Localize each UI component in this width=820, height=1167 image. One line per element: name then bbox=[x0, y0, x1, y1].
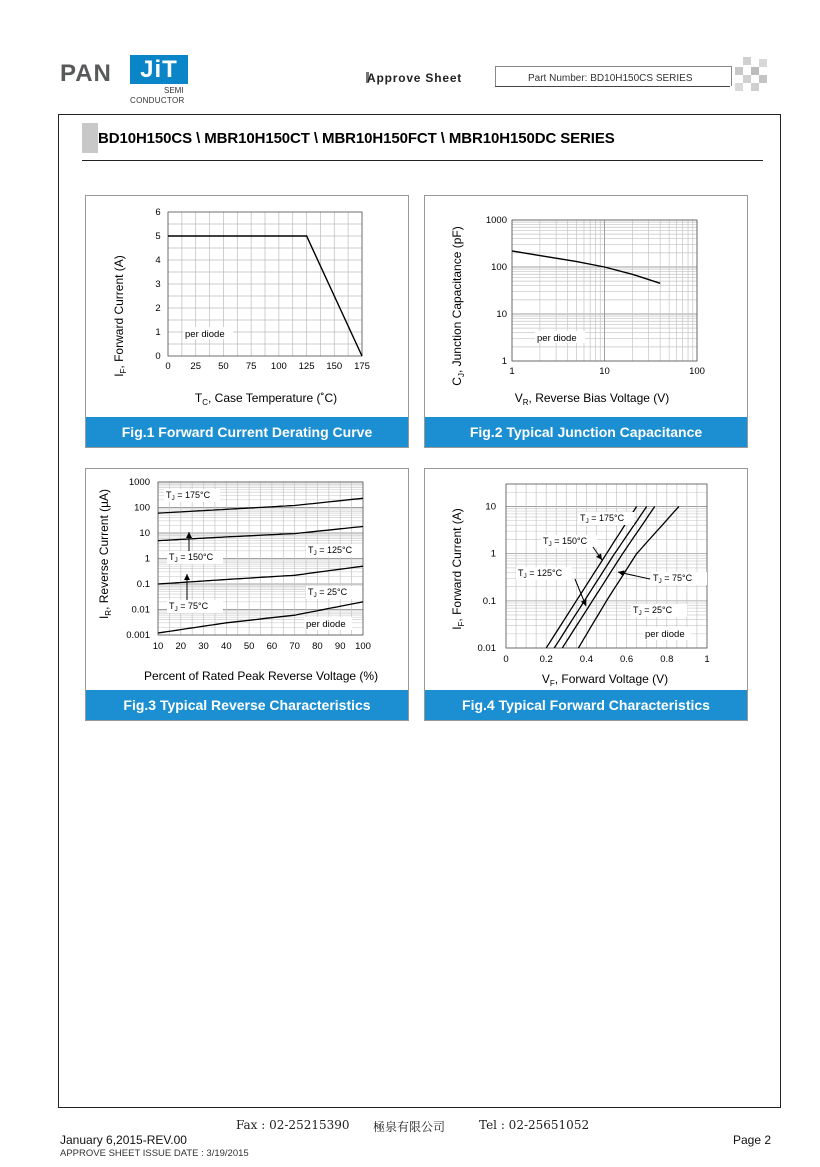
figure-3-ytick-label: 1 bbox=[144, 553, 150, 565]
figure-1-xtick-label: 175 bbox=[354, 361, 370, 372]
figure-4-label-150: $T_J = 150^\circ C$ bbox=[543, 536, 588, 548]
figure-1-caption: Fig.1 Forward Current Derating Curve bbox=[86, 417, 408, 447]
figure-3-ytick-label: 100 bbox=[134, 502, 150, 514]
figure-1-xtick-label: 50 bbox=[218, 361, 229, 372]
figure-2-xtick-label: 100 bbox=[689, 366, 705, 377]
figure-3-ytick-label: 0.01 bbox=[131, 604, 150, 616]
figure-4-ytick-label: 10 bbox=[485, 501, 496, 513]
figure-2-ytick-label: 1 bbox=[501, 356, 507, 367]
figure-4-ylabel: $I_F$, Forward Current (A) bbox=[450, 508, 466, 630]
figure-3-xtick-label: 90 bbox=[334, 641, 346, 652]
figure-3-label-175: $T_J = 175^\circ C$ bbox=[166, 490, 211, 502]
figure-3-xtick-label: 80 bbox=[312, 641, 323, 652]
figure-3-ytick-label: 10 bbox=[139, 528, 150, 539]
figure-1-xtick-label: 150 bbox=[326, 361, 343, 372]
figure-2-xtick-label: 10 bbox=[599, 366, 610, 377]
logo-semi-text: SEMI bbox=[164, 86, 184, 95]
figure-3-ytick-label: 1000 bbox=[128, 477, 150, 488]
figure-4-note: per diode bbox=[645, 629, 685, 640]
figure-1-ytick-label: 6 bbox=[155, 207, 161, 218]
figure-1-ytick-label: 3 bbox=[155, 279, 161, 290]
figure-3-xtick-label: 40 bbox=[221, 641, 232, 652]
figure-4-xtick-label: 0.4 bbox=[579, 654, 594, 665]
figure-4-label-75: $T_J = 75^\circ C$ bbox=[653, 573, 693, 585]
figure-4-panel bbox=[424, 468, 748, 721]
figure-1-ytick-label: 5 bbox=[155, 231, 161, 242]
footer-fax: Fax : 02-25215390 bbox=[236, 1118, 350, 1132]
figure-3-label-75: $T_J = 75^\circ C$ bbox=[169, 601, 209, 613]
figure-3-xlabel: Percent of Rated Peak Reverse Voltage (%) bbox=[143, 669, 379, 683]
figure-3-chart bbox=[86, 469, 408, 691]
figure-3-panel bbox=[85, 468, 409, 721]
part-number: Part Number: BD10H150CS SERIES bbox=[528, 73, 693, 84]
figure-4-label-175: $T_J = 175^\circ C$ bbox=[580, 513, 625, 525]
footer-issue-date: APPROVE SHEET ISSUE DATE : 3/19/2015 bbox=[60, 1148, 249, 1159]
figure-1-ytick-label: 4 bbox=[155, 255, 161, 266]
checker-decoration bbox=[733, 57, 773, 97]
figure-2-ytick-label: 100 bbox=[491, 262, 507, 273]
logo-jit-text: JiT bbox=[130, 55, 188, 84]
figure-1-ytick-label: 1 bbox=[155, 327, 161, 338]
logo-pan-text: PAN bbox=[60, 60, 112, 87]
figure-2-ytick-label: 10 bbox=[496, 309, 507, 320]
figure-4-xtick-label: 0.6 bbox=[619, 654, 634, 665]
figure-3-xtick-label: 20 bbox=[175, 641, 187, 652]
figure-3-xtick-label: 10 bbox=[152, 641, 164, 652]
figure-3-label-25: $T_J = 25^\circ C$ bbox=[308, 587, 348, 599]
figure-3-caption: Fig.3 Typical Reverse Characteristics bbox=[86, 690, 408, 720]
figure-4-ytick-label: 0.01 bbox=[477, 643, 496, 654]
figure-2-ytick-label: 1000 bbox=[485, 215, 507, 226]
figure-1-ytick-label: 2 bbox=[155, 303, 161, 314]
figure-3-xtick-label: 60 bbox=[266, 641, 278, 652]
title-divider bbox=[82, 160, 763, 161]
figure-3-ylabel: $I_R$, Reverse Current (µA) bbox=[97, 488, 113, 620]
figure-3-xtick-label: 100 bbox=[355, 641, 371, 652]
footer-tel: Tel : 02-25651052 bbox=[479, 1118, 590, 1132]
title-marker bbox=[82, 123, 98, 153]
figure-4-chart bbox=[425, 469, 747, 691]
footer-revision: January 6,2015-REV.00 bbox=[60, 1133, 187, 1147]
figure-1-xlabel: $T_C$, Case Temperature (˚C) bbox=[194, 391, 338, 407]
figure-2-chart bbox=[425, 196, 747, 418]
figure-3-arrow-75-head bbox=[184, 574, 190, 580]
figure-4-xtick-label: 0.8 bbox=[660, 654, 674, 665]
figure-2-note: per diode bbox=[537, 333, 577, 344]
part-number-underline bbox=[495, 86, 730, 87]
figure-4-ytick-label: 1 bbox=[490, 548, 496, 560]
figure-1-xtick-label: 100 bbox=[270, 361, 287, 372]
figure-2-xtick-label: 1 bbox=[509, 366, 515, 377]
figure-4-ytick-label: 0.1 bbox=[482, 595, 496, 607]
page-number: Page 2 bbox=[733, 1133, 772, 1147]
figure-1-ytick-label: 0 bbox=[155, 351, 161, 362]
figure-1-panel bbox=[85, 195, 409, 448]
figure-1-chart bbox=[86, 196, 408, 418]
figure-3-xtick-label: 50 bbox=[243, 641, 255, 652]
figure-2-caption: Fig.2 Typical Junction Capacitance bbox=[425, 417, 747, 447]
document-title: BD10H150CS \ MBR10H150CT \ MBR10H150FCT \ MBR10H150DC SERIES bbox=[98, 130, 615, 147]
figure-2-ylabel: $C_J$, Junction Capacitance (pF) bbox=[450, 226, 466, 386]
figure-2-xlabel: $V_R$, Reverse Bias Voltage (V) bbox=[514, 391, 670, 407]
figure-3-note: per diode bbox=[306, 619, 346, 630]
figure-1-note: per diode bbox=[185, 329, 225, 340]
figure-3-ytick-label: 0.001 bbox=[126, 630, 150, 641]
logo-conductor-text: CONDUCTOR bbox=[130, 96, 185, 105]
figure-3-label-150: $T_J = 150^\circ C$ bbox=[169, 552, 214, 564]
figure-1-xtick-label: 75 bbox=[245, 361, 257, 372]
figure-4-caption: Fig.4 Typical Forward Characteristics bbox=[425, 690, 747, 720]
figure-1-xtick-label: 25 bbox=[190, 361, 202, 372]
figure-4-label-125: $T_J = 125^\circ C$ bbox=[518, 568, 563, 580]
footer-company: 極泉有限公司 bbox=[373, 1120, 446, 1134]
figure-1-xtick-label: 125 bbox=[298, 361, 315, 372]
approve-sheet-label: Approve Sheet bbox=[367, 71, 463, 85]
figure-3-xtick-label: 30 bbox=[198, 641, 209, 652]
figure-3-label-125: $T_J = 125^\circ C$ bbox=[308, 545, 353, 557]
figure-3-xtick-label: 70 bbox=[289, 641, 300, 652]
figure-4-arrow-150-head bbox=[596, 553, 602, 560]
figure-4-xtick-label: 0 bbox=[503, 654, 509, 665]
figure-2-panel bbox=[424, 195, 748, 448]
figure-1-ylabel: $I_F$, Forward Current (A) bbox=[112, 255, 128, 377]
figure-4-xtick-label: 0.2 bbox=[539, 654, 553, 665]
figure-4-xtick-label: 1 bbox=[704, 654, 710, 665]
figure-1-xtick-label: 0 bbox=[165, 361, 171, 372]
figure-4-xlabel: $V_F$, Forward Voltage (V) bbox=[541, 672, 669, 688]
panjit-logo bbox=[60, 52, 190, 110]
figure-4-label-25: $T_J = 25^\circ C$ bbox=[633, 605, 673, 617]
figure-3-ytick-label: 0.1 bbox=[136, 579, 150, 590]
